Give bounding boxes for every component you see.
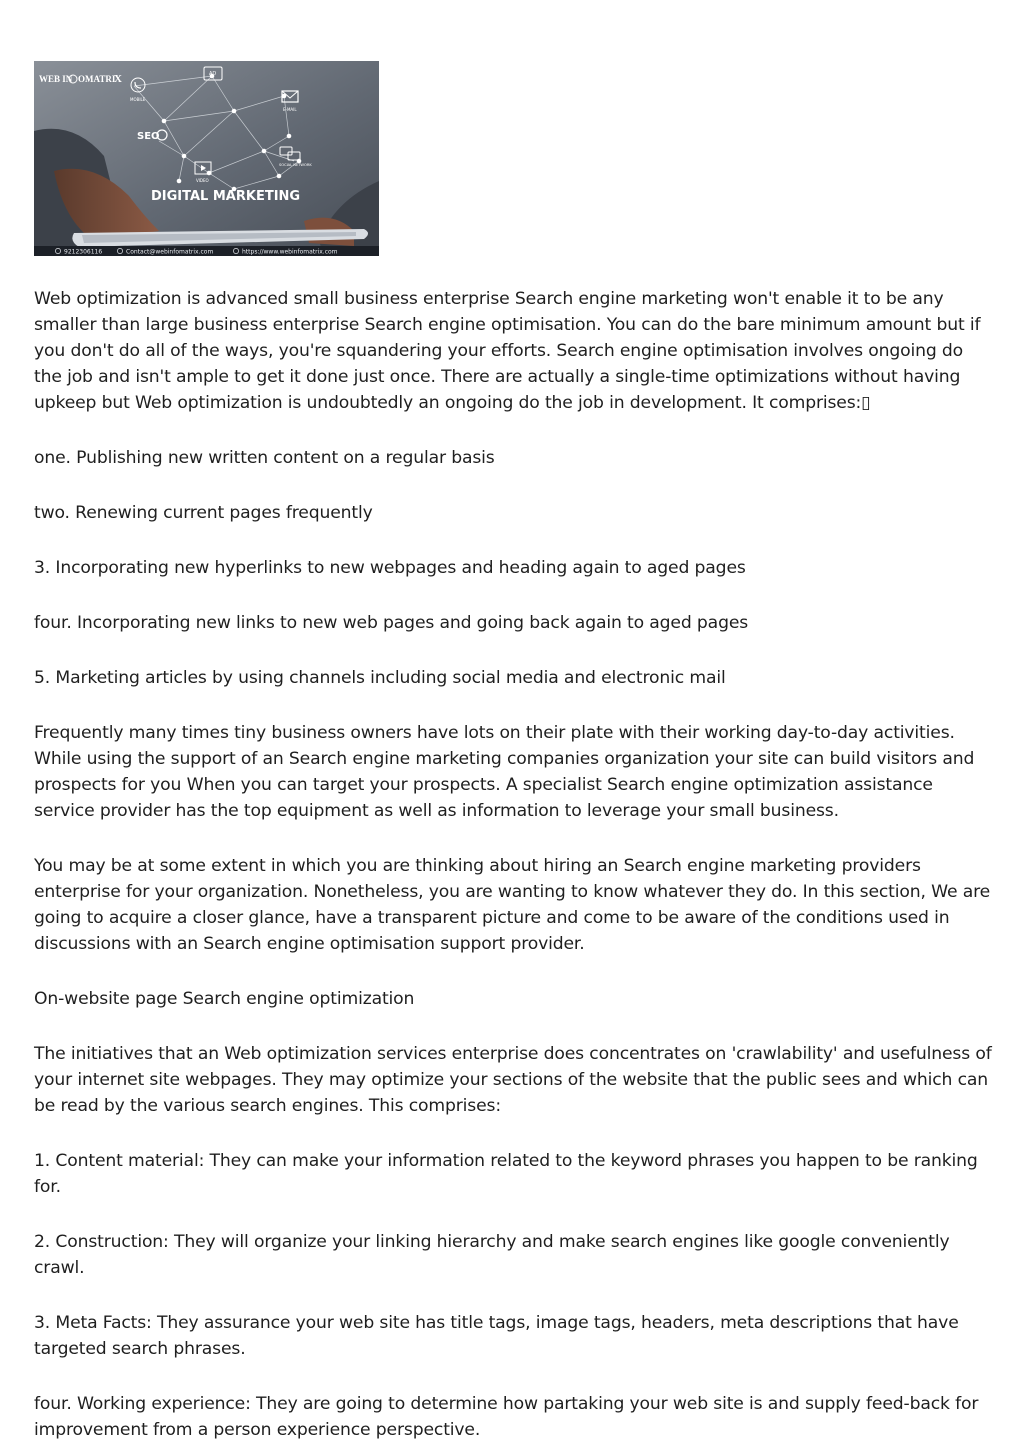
list-item: 3. Meta Facts: They assurance your web site has title tags, image tags, headers, meta descriptions that have targeted search phrases. xyxy=(34,1313,959,1359)
svg-text:OMATRI: OMATRI xyxy=(78,74,116,84)
list-item: 2. Construction: They will organize your linking hierarchy and make search engines like google conveniently crawl. xyxy=(34,1232,950,1278)
banner-headline: DIGITAL MARKETING xyxy=(151,189,301,204)
svg-text:VIDEO: VIDEO xyxy=(196,178,209,183)
article-body xyxy=(34,286,992,1449)
web-infomatrix-logo xyxy=(39,73,122,85)
paragraph-intro: Web optimization is advanced small business enterprise Search engine marketing won't enable it to be any smaller than large business enterprise Search engine optimisation. You can do the bare minimum amount but if you don't do all of the ways, you're squandering your efforts. Search engine optimisation involves ongoing do the job and isn't ample to get it done just once. There are actually a single-time optimizations without having upkeep but Web optimization is undoubtedly an ongoing do the job in development. It comprises:▯ xyxy=(34,289,981,413)
banner-email: Contact@webinfomatrix.com xyxy=(126,248,214,256)
svg-text:X: X xyxy=(114,73,122,85)
list-item: one. Publishing new written content on a regular basis xyxy=(34,448,495,468)
digital-marketing-banner-image xyxy=(34,61,379,256)
list-item: four. Working experience: They are going to determine how partaking your web site is and supply feed-back for improvement from a person experience perspective. xyxy=(34,1394,979,1440)
list-item: four. Incorporating new links to new web pages and going back again to aged pages xyxy=(34,613,749,633)
list-item: 5. Marketing articles by using channels including social media and electronic mail xyxy=(34,668,726,688)
list-item: 1. Content material: They can make your information related to the keyword phrases you happen to be ranking for. xyxy=(34,1151,978,1197)
banner-website: https://www.webinfomatrix.com xyxy=(242,248,338,256)
list-item: two. Renewing current pages frequently xyxy=(34,503,373,523)
paragraph: You may be at some extent in which you are thinking about hiring an Search engine marketing providers enterprise for your organization. Nonetheless, you are wanting to know whatever they do. In this section, We are going to acquire a closer glance, have a transparent picture and come to be aware of the conditions used in discussions with an Search engine optimisation support provider. xyxy=(34,856,991,954)
svg-text:WEB IN: WEB IN xyxy=(39,74,73,84)
paragraph: Frequently many times tiny business owners have lots on their plate with their working day-to-day activities. While using the support of an Search engine marketing companies organization your site can build visitors and prospects for you When you can target your prospects. A specialist Search engine optimization assistance service provider has the top equipment as well as information to leverage your small business. xyxy=(34,723,975,821)
banner-phone: 9212306116 xyxy=(64,248,103,256)
svg-text:SEO: SEO xyxy=(137,131,160,142)
svg-text:E-MAIL: E-MAIL xyxy=(283,107,297,112)
section-heading: On-website page Search engine optimization xyxy=(34,989,415,1009)
svg-text:SOCIAL NETWORK: SOCIAL NETWORK xyxy=(279,163,312,167)
list-item: 3. Incorporating new hyperlinks to new webpages and heading again to aged pages xyxy=(34,558,746,578)
svg-text:AD: AD xyxy=(209,71,217,77)
svg-text:MOBILE: MOBILE xyxy=(130,97,146,102)
paragraph: The initiatives that an Web optimization services enterprise does concentrates on 'crawlability' and usefulness of your internet site webpages. They may optimize your sections of the website that the public sees and which can be read by the various search engines. This comprises: xyxy=(34,1044,992,1116)
